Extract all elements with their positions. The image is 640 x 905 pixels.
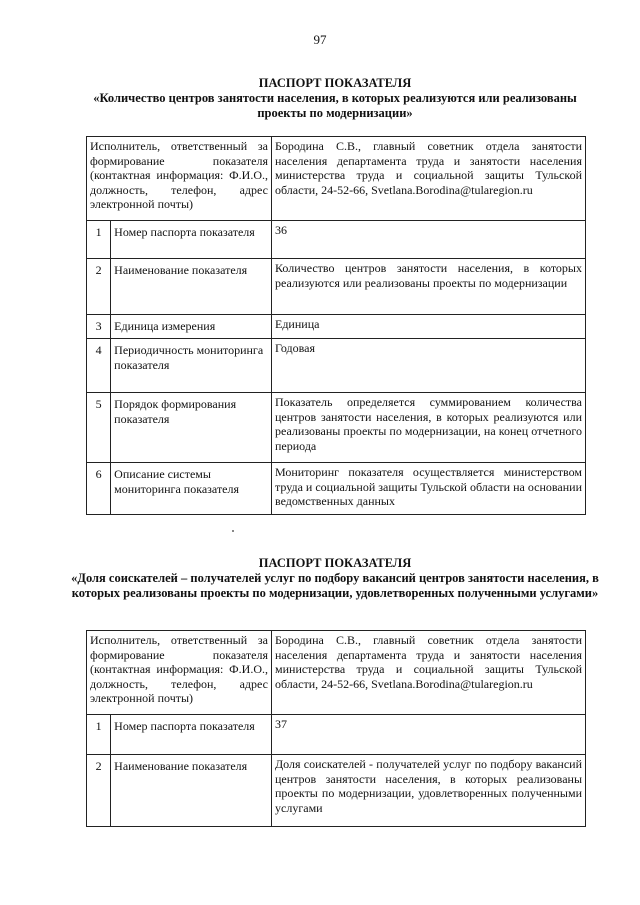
row-number: 5 (87, 393, 111, 463)
row-number: 1 (87, 221, 111, 259)
row-number: 6 (87, 463, 111, 515)
row-value: Доля соискателей - получателей услуг по подбору вакансий центров занятости населения, в которых реализованы проекты по модернизации, удовлетворенных полученными услугами (272, 755, 586, 827)
passport-1-table (86, 136, 586, 515)
passport-1-subtitle: «Количество центров занятости населения, в которых реализуются или реализованы проекты по модернизации» (93, 91, 577, 120)
row-number: 3 (87, 315, 111, 339)
row-name: Единица измерения (111, 315, 272, 339)
table-row (87, 393, 586, 463)
row-name: Наименование показателя (111, 755, 272, 827)
row-value: 37 (272, 715, 586, 755)
passport-2-title (70, 556, 600, 601)
row-number: 4 (87, 339, 111, 393)
executor-value: Бородина С.В., главный советник отдела занятости населения департамента труда и занятости населения министерства труда и социальной защиты Тульской области, 24-52-66, Svetlana.Borodina@tularegion.ru (272, 137, 586, 221)
passport-1-title (70, 76, 600, 121)
passport-1-heading: ПАСПОРТ ПОКАЗАТЕЛЯ (258, 76, 412, 90)
row-value: Количество центров занятости населения, в которых реализуются или реализованы проекты по модернизации (272, 259, 586, 315)
table-row (87, 339, 586, 393)
row-value: Годовая (272, 339, 586, 393)
table-row (87, 755, 586, 827)
executor-row (87, 137, 586, 221)
row-value: Мониторинг показателя осуществляется министерством труда и социальной защиты Тульской области на основании ведомственных данных (272, 463, 586, 515)
scan-speck (232, 530, 234, 532)
row-number: 2 (87, 259, 111, 315)
passport-2-subtitle: «Доля соискателей – получателей услуг по подбору вакансий центров занятости населения, в которых реализованы проекты по модернизации, удовлетворенных полученными услугами» (71, 571, 599, 600)
executor-label: Исполнитель, ответственный за формирование показателя (контактная информация: Ф.И.О., должность, телефон, адрес электронной почты) (87, 137, 272, 221)
row-name: Номер паспорта показателя (111, 221, 272, 259)
table-row (87, 315, 586, 339)
table-row (87, 715, 586, 755)
row-value: 36 (272, 221, 586, 259)
row-number: 2 (87, 755, 111, 827)
executor-label: Исполнитель, ответственный за формирование показателя (контактная информация: Ф.И.О., должность, телефон, адрес электронной почты) (87, 631, 272, 715)
row-number: 1 (87, 715, 111, 755)
row-name: Периодичность мониторинга показателя (111, 339, 272, 393)
row-name: Номер паспорта показателя (111, 715, 272, 755)
passport-2-heading: ПАСПОРТ ПОКАЗАТЕЛЯ (258, 556, 412, 570)
table-row (87, 463, 586, 515)
executor-row (87, 631, 586, 715)
row-value: Показатель определяется суммированием количества центров занятости населения, в которых реализуются или реализованы проекты по модернизации, на конец отчетного периода (272, 393, 586, 463)
passport-2-table (86, 630, 586, 827)
executor-value: Бородина С.В., главный советник отдела занятости населения департамента труда и занятости населения министерства труда и социальной защиты Тульской области, 24-52-66, Svetlana.Borodina@tularegion.ru (272, 631, 586, 715)
page-number: 97 (313, 32, 327, 47)
row-name: Порядок формирования показателя (111, 393, 272, 463)
row-value: Единица (272, 315, 586, 339)
table-row (87, 221, 586, 259)
row-name: Наименование показателя (111, 259, 272, 315)
table-row (87, 259, 586, 315)
row-name: Описание системы мониторинга показателя (111, 463, 272, 515)
